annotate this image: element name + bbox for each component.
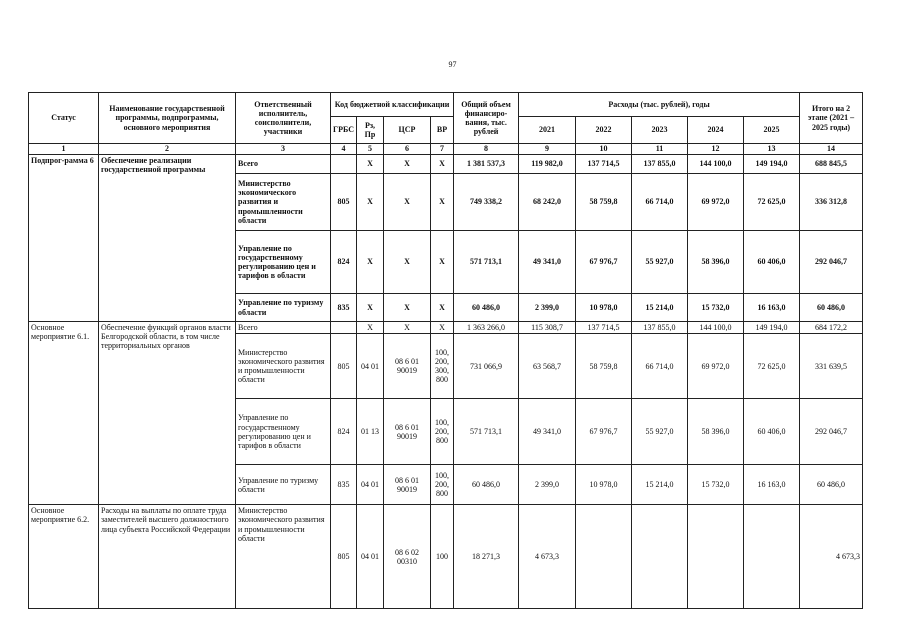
header-year-2022: 2022 bbox=[576, 117, 632, 144]
year-2024-cell bbox=[688, 505, 744, 609]
vr-cell: Х bbox=[431, 155, 454, 174]
grbs-cell: 824 bbox=[331, 231, 357, 294]
year-2021-cell: 63 568,7 bbox=[519, 334, 576, 399]
csr-cell: Х bbox=[384, 231, 431, 294]
table-row bbox=[29, 155, 863, 174]
year-2024-cell: 144 100,0 bbox=[688, 322, 744, 334]
year-2023-cell: 15 214,0 bbox=[632, 465, 688, 505]
year-2021-cell: 2 399,0 bbox=[519, 294, 576, 322]
rzpr-cell: Х bbox=[357, 294, 384, 322]
total-cell: 571 713,1 bbox=[454, 399, 519, 465]
total-cell: 60 486,0 bbox=[454, 294, 519, 322]
column-number: 9 bbox=[519, 144, 576, 155]
column-number: 11 bbox=[632, 144, 688, 155]
rzpr-cell: 04 01 bbox=[357, 465, 384, 505]
vr-cell: 100, 200, 800 bbox=[431, 465, 454, 505]
year-2022-cell: 58 759,8 bbox=[576, 174, 632, 231]
year-2023-cell: 137 855,0 bbox=[632, 155, 688, 174]
year-2025-cell: 60 406,0 bbox=[744, 399, 800, 465]
vr-cell: 100, 200, 800 bbox=[431, 399, 454, 465]
header-budget-code: Код бюджетной классификации bbox=[331, 93, 454, 117]
table-row bbox=[29, 322, 863, 334]
page-number: 97 bbox=[448, 60, 457, 69]
grbs-cell: 805 bbox=[331, 505, 357, 609]
total-cell: 571 713,1 bbox=[454, 231, 519, 294]
column-number: 7 bbox=[431, 144, 454, 155]
rzpr-cell: 04 01 bbox=[357, 334, 384, 399]
total-cell: 1 381 537,3 bbox=[454, 155, 519, 174]
budget-table bbox=[28, 92, 863, 609]
stage-total-cell: 292 046,7 bbox=[800, 231, 863, 294]
year-2025-cell: 16 163,0 bbox=[744, 294, 800, 322]
grbs-cell: 824 bbox=[331, 399, 357, 465]
year-2023-cell: 55 927,0 bbox=[632, 231, 688, 294]
header-grbs: ГРБС bbox=[331, 117, 357, 144]
year-2021-cell: 4 673,3 bbox=[519, 505, 576, 609]
vr-cell: Х bbox=[431, 322, 454, 334]
year-2024-cell: 144 100,0 bbox=[688, 155, 744, 174]
year-2025-cell: 72 625,0 bbox=[744, 334, 800, 399]
csr-cell: 08 6 02 00310 bbox=[384, 505, 431, 609]
year-2022-cell: 137 714,5 bbox=[576, 155, 632, 174]
rzpr-cell: 01 13 bbox=[357, 399, 384, 465]
year-2024-cell: 69 972,0 bbox=[688, 334, 744, 399]
stage-total-cell: 60 486,0 bbox=[800, 465, 863, 505]
status-cell: Подпрог-рамма 6 bbox=[29, 155, 99, 322]
header-csr: ЦСР bbox=[384, 117, 431, 144]
year-2025-cell: 149 194,0 bbox=[744, 155, 800, 174]
year-2021-cell: 49 341,0 bbox=[519, 231, 576, 294]
grbs-cell bbox=[331, 155, 357, 174]
header-year-2021: 2021 bbox=[519, 117, 576, 144]
grbs-cell: 835 bbox=[331, 465, 357, 505]
column-number: 2 bbox=[99, 144, 236, 155]
year-2023-cell: 15 214,0 bbox=[632, 294, 688, 322]
total-cell: 1 363 266,0 bbox=[454, 322, 519, 334]
csr-cell: 08 6 01 90019 bbox=[384, 334, 431, 399]
name-cell: Расходы на выплаты по оплате труда заместителей высшего должностного лица субъекта Российской Федерации bbox=[99, 505, 236, 609]
rzpr-cell: 04 01 bbox=[357, 505, 384, 609]
responsible-cell: Управление по туризму области bbox=[236, 465, 331, 505]
header-year-2023: 2023 bbox=[632, 117, 688, 144]
total-cell: 749 338,2 bbox=[454, 174, 519, 231]
column-number: 3 bbox=[236, 144, 331, 155]
responsible-cell: Управление по туризму области bbox=[236, 294, 331, 322]
rzpr-cell: Х bbox=[357, 174, 384, 231]
year-2022-cell: 67 976,7 bbox=[576, 231, 632, 294]
responsible-cell: Управление по государственному регулированию цен и тарифов в области bbox=[236, 231, 331, 294]
responsible-cell: Министерство экономического развития и промышленности области bbox=[236, 505, 331, 609]
responsible-cell: Управление по государственному регулированию цен и тарифов в области bbox=[236, 399, 331, 465]
column-number: 13 bbox=[744, 144, 800, 155]
name-cell: Обеспечение функций органов власти Белгородской области, в том числе территориальных органов bbox=[99, 322, 236, 505]
year-2022-cell: 67 976,7 bbox=[576, 399, 632, 465]
header-stage-total: Итого на 2 этапе (2021 – 2025 годы) bbox=[800, 93, 863, 144]
rzpr-cell: Х bbox=[357, 322, 384, 334]
header-total-volume: Общий объем финансиро-вания, тыс. рублей bbox=[454, 93, 519, 144]
responsible-cell: Всего bbox=[236, 322, 331, 334]
year-2025-cell: 60 406,0 bbox=[744, 231, 800, 294]
vr-cell: Х bbox=[431, 231, 454, 294]
responsible-cell: Всего bbox=[236, 155, 331, 174]
stage-total-cell: 331 639,5 bbox=[800, 334, 863, 399]
responsible-cell: Министерство экономического развития и промышленности области bbox=[236, 334, 331, 399]
total-cell: 60 486,0 bbox=[454, 465, 519, 505]
year-2024-cell: 58 396,0 bbox=[688, 399, 744, 465]
vr-cell: 100 bbox=[431, 505, 454, 609]
year-2021-cell: 2 399,0 bbox=[519, 465, 576, 505]
column-number: 10 bbox=[576, 144, 632, 155]
header-name: Наименование государственной программы, подпрограммы, основного мероприятия bbox=[99, 93, 236, 144]
total-cell: 731 066,9 bbox=[454, 334, 519, 399]
header-expenses: Расходы (тыс. рублей), годы bbox=[519, 93, 800, 117]
status-cell: Основное мероприятие 6.2. bbox=[29, 505, 99, 609]
year-2024-cell: 69 972,0 bbox=[688, 174, 744, 231]
column-number: 6 bbox=[384, 144, 431, 155]
table-row bbox=[29, 505, 863, 609]
rzpr-cell: Х bbox=[357, 231, 384, 294]
csr-cell: Х bbox=[384, 174, 431, 231]
name-cell: Обеспечение реализации государственной программы bbox=[99, 155, 236, 322]
year-2022-cell: 58 759,8 bbox=[576, 334, 632, 399]
vr-cell: Х bbox=[431, 174, 454, 231]
vr-cell: Х bbox=[431, 294, 454, 322]
stage-total-cell: 336 312,8 bbox=[800, 174, 863, 231]
status-cell: Основное мероприятие 6.1. bbox=[29, 322, 99, 505]
year-2025-cell: 72 625,0 bbox=[744, 174, 800, 231]
year-2022-cell bbox=[576, 505, 632, 609]
year-2023-cell: 55 927,0 bbox=[632, 399, 688, 465]
year-2023-cell bbox=[632, 505, 688, 609]
year-2022-cell: 10 978,0 bbox=[576, 294, 632, 322]
year-2024-cell: 58 396,0 bbox=[688, 231, 744, 294]
header-year-2025: 2025 bbox=[744, 117, 800, 144]
year-2023-cell: 137 855,0 bbox=[632, 322, 688, 334]
year-2024-cell: 15 732,0 bbox=[688, 294, 744, 322]
grbs-cell: 805 bbox=[331, 334, 357, 399]
year-2021-cell: 119 982,0 bbox=[519, 155, 576, 174]
stage-total-cell: 292 046,7 bbox=[800, 399, 863, 465]
responsible-cell: Министерство экономического развития и промышленности области bbox=[236, 174, 331, 231]
year-2021-cell: 49 341,0 bbox=[519, 399, 576, 465]
column-number: 8 bbox=[454, 144, 519, 155]
year-2025-cell bbox=[744, 505, 800, 609]
year-2023-cell: 66 714,0 bbox=[632, 334, 688, 399]
column-number: 1 bbox=[29, 144, 99, 155]
vr-cell: 100, 200, 300, 800 bbox=[431, 334, 454, 399]
year-2023-cell: 66 714,0 bbox=[632, 174, 688, 231]
column-number: 5 bbox=[357, 144, 384, 155]
header-status: Статус bbox=[29, 93, 99, 144]
csr-cell: 08 6 01 90019 bbox=[384, 399, 431, 465]
year-2022-cell: 10 978,0 bbox=[576, 465, 632, 505]
header-vr: ВР bbox=[431, 117, 454, 144]
rzpr-cell: Х bbox=[357, 155, 384, 174]
year-2025-cell: 16 163,0 bbox=[744, 465, 800, 505]
year-2022-cell: 137 714,5 bbox=[576, 322, 632, 334]
year-2025-cell: 149 194,0 bbox=[744, 322, 800, 334]
header-rzpr: Рз, Пр bbox=[357, 117, 384, 144]
column-number: 12 bbox=[688, 144, 744, 155]
year-2021-cell: 115 308,7 bbox=[519, 322, 576, 334]
year-2024-cell: 15 732,0 bbox=[688, 465, 744, 505]
stage-total-cell: 60 486,0 bbox=[800, 294, 863, 322]
csr-cell: Х bbox=[384, 294, 431, 322]
csr-cell: Х bbox=[384, 155, 431, 174]
total-cell: 18 271,3 bbox=[454, 505, 519, 609]
grbs-cell bbox=[331, 322, 357, 334]
header-responsible: Ответственный исполнитель, соисполнители, участники bbox=[236, 93, 331, 144]
column-number: 4 bbox=[331, 144, 357, 155]
header-year-2024: 2024 bbox=[688, 117, 744, 144]
csr-cell: 08 6 01 90019 bbox=[384, 465, 431, 505]
year-2021-cell: 68 242,0 bbox=[519, 174, 576, 231]
stage-total-cell: 4 673,3 bbox=[800, 505, 863, 609]
grbs-cell: 805 bbox=[331, 174, 357, 231]
csr-cell: Х bbox=[384, 322, 431, 334]
column-number: 14 bbox=[800, 144, 863, 155]
stage-total-cell: 684 172,2 bbox=[800, 322, 863, 334]
grbs-cell: 835 bbox=[331, 294, 357, 322]
stage-total-cell: 688 845,5 bbox=[800, 155, 863, 174]
